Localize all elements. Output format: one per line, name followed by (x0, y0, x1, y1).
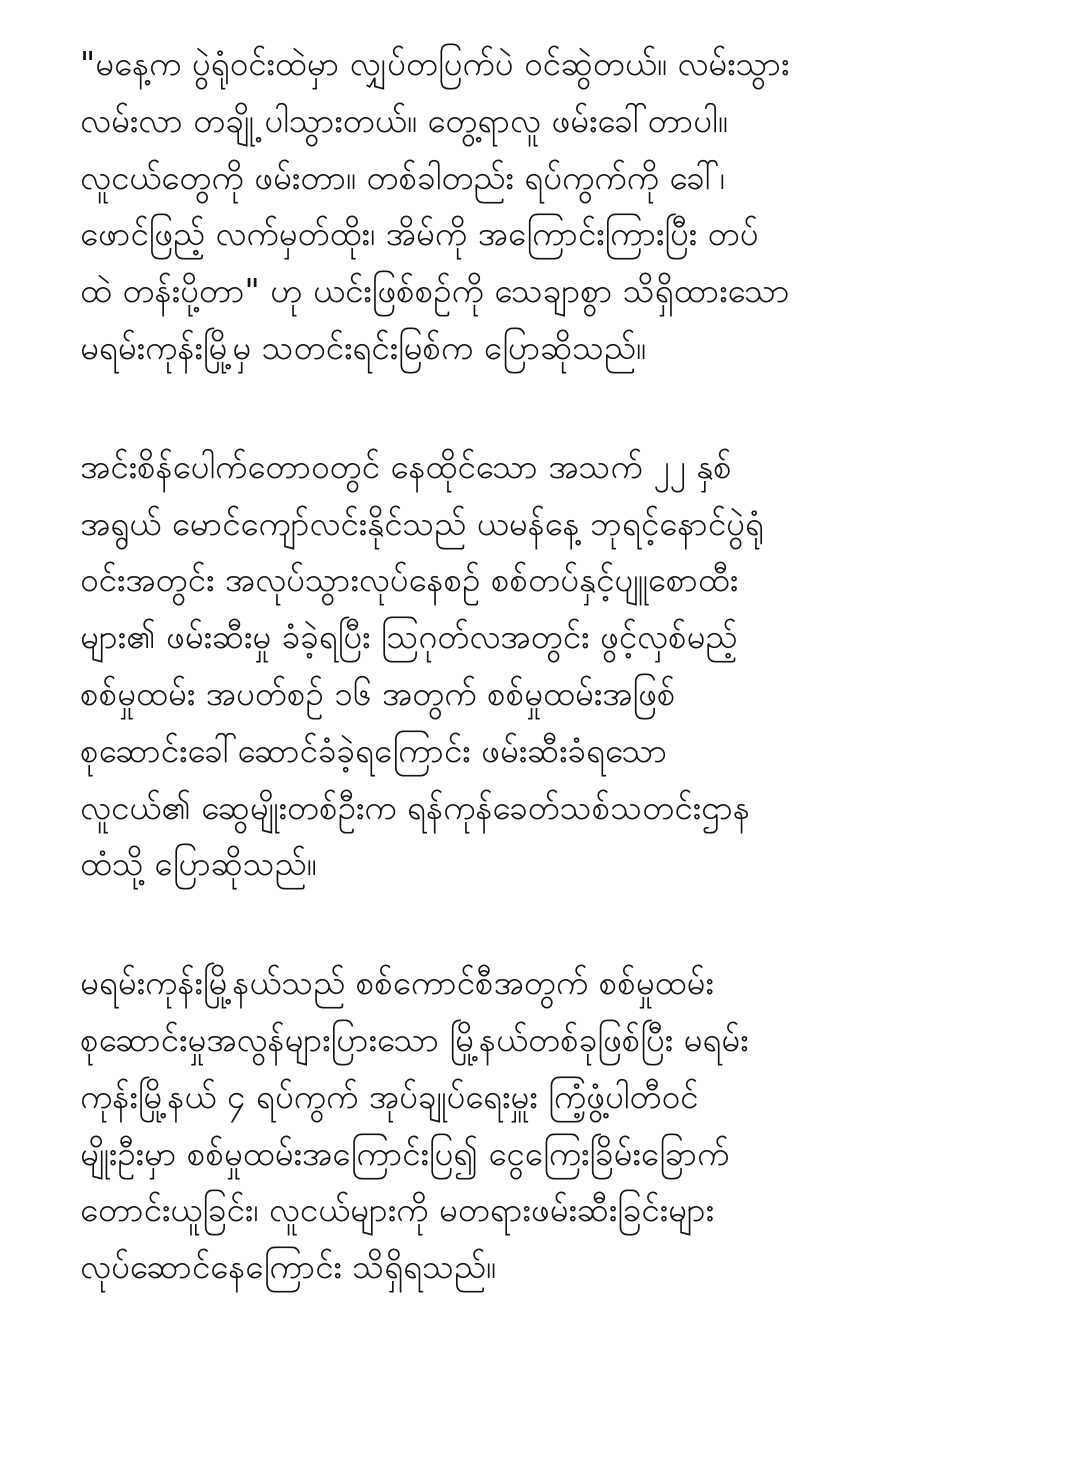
text-line: စစ်မှုထမ်း အပတ်စဉ် ၁၆ အတွက် စစ်မှုထမ်းအဖြစ် (80, 673, 676, 713)
text-line: လမ်းလာ တချို့ ပါသွားတယ်။ တွေ့ရာလူ ဖမ်းခေါ်တာပါ။ (80, 100, 728, 140)
text-line: လူငယ်၏ ဆွေမျိုးတစ်ဦးက ရန်ကုန်ခေတ်သစ်သတင်းဌာန (80, 787, 750, 827)
paragraph-2 (80, 439, 1055, 893)
text-line: တောင်းယူခြင်း၊ လူငယ်များကို မတရားဖမ်းဆီးခြင်းများ (80, 1190, 714, 1230)
paragraph-3 (80, 955, 1055, 1296)
text-line: ကုန်းမြို့နယ် ၄ ရပ်ကွက် အုပ်ချုပ်ရေးမှူး ကြံ့ဖွံ့ပါတီဝင် (80, 1076, 699, 1116)
text-line: စုဆောင်းမှုအလွန်များပြားသော မြို့နယ်တစ်ခုဖြစ်ပြီး မရမ်း (80, 1019, 749, 1059)
text-line: စုဆောင်းခေါ်ဆောင်ခံခဲ့ရကြောင်း ဖမ်းဆီးခံရသော (80, 730, 668, 770)
text-line: ဝင်းအတွင်း အလုပ်သွားလုပ်နေစဉ် စစ်တပ်နှင့်ပျူစောထီး (80, 560, 739, 600)
text-line: အရွယ် မောင်ကျော်လင်းနိုင်သည် ယမန်နေ့ ဘုရင့်နောင်ပွဲရုံ (80, 503, 764, 543)
text-line: ထဲ တန်းပို့တာ" ဟု ယင်းဖြစ်စဉ်ကို သေချာစွာ သိရှိထားသော (80, 271, 790, 311)
text-line: ဖောင်ဖြည့် လက်မှတ်ထိုး၊ အိမ်ကို အကြောင်းကြားပြီး တပ် (80, 214, 759, 254)
text-line: လုပ်ဆောင်နေကြောင်း သိရှိရသည်။ (80, 1247, 496, 1287)
paragraph-1 (80, 36, 1055, 377)
text-line: လူငယ်တွေကို ဖမ်းတာ။ တစ်ခါတည်း ရပ်ကွက်ကို ခေါ်၊ (80, 157, 725, 197)
text-line: "မနေ့က ပွဲရုံဝင်းထဲမှာ လျှပ်တပြက်ပဲ ဝင်ဆွဲတယ်။ လမ်းသွား (80, 44, 790, 83)
article-body (80, 36, 1055, 1296)
text-line: အင်းစိန်ပေါက်တောဝတွင် နေထိုင်သော အသက် ၂၂ နှစ် (80, 446, 732, 486)
text-line: မရမ်းကုန်းမြို့မှ သတင်းရင်းမြစ်က ပြောဆိုသည်။ (80, 327, 646, 367)
text-line: မျိုးဦးမှာ စစ်မှုထမ်းအကြောင်းပြ၍ ငွေကြေးခြိမ်းခြောက် (80, 1133, 730, 1173)
text-line: ထံသို့ ပြောဆိုသည်။ (80, 844, 317, 884)
text-line: များ၏ ဖမ်းဆီးမှု ခံခဲ့ရပြီး ဩဂုတ်လအတွင်း ဖွင့်လှစ်မည့် (80, 617, 738, 657)
text-line: မရမ်းကုန်းမြို့နယ်သည် စစ်ကောင်စီအတွက် စစ်မှုထမ်း (80, 963, 714, 1003)
